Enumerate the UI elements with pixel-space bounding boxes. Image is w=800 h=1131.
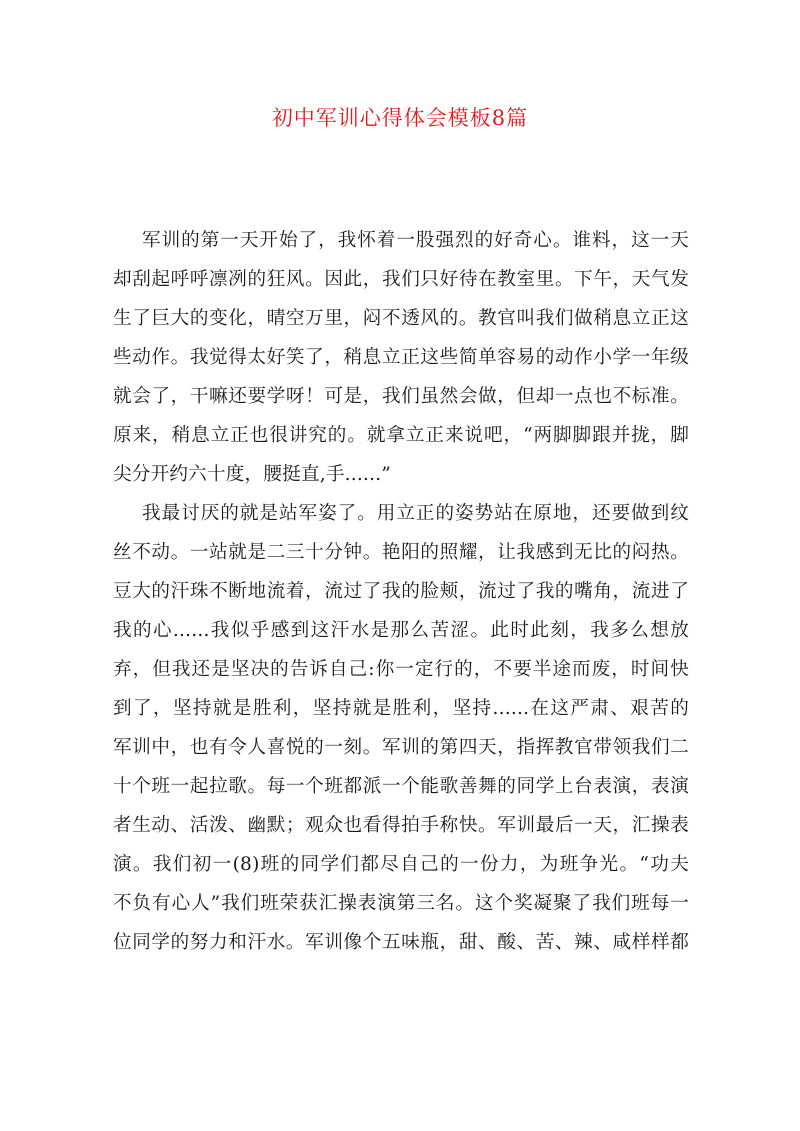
text-line: 却刮起呼呼凛冽的狂风。因此，我们只好待在教室里。下午，天气发 (113, 269, 689, 290)
text-line: 些动作。我觉得太好笑了，稍息立正这些简单容易的动作小学一年级 (113, 347, 689, 368)
text-line: 十个班一起拉歌。每一个班都派一个能歌善舞的同学上台表演，表演 (113, 776, 689, 797)
paragraph-2 (113, 499, 689, 967)
text-line: 原来，稍息立正也很讲究的。就拿立正来说吧，“两脚脚跟并拢，脚 (113, 425, 689, 446)
text-line: 者生动、活泼、幽默；观众也看得拍手称快。军训最后一天，汇操表 (113, 815, 689, 836)
text-line: 丝不动。一站就是二三十分钟。艳阳的照耀，让我感到无比的闷热。 (113, 542, 689, 563)
text-line: 我最讨厌的就是站军姿了。用立正的姿势站在原地，还要做到纹 (142, 503, 689, 524)
text-line: 军训的第一天开始了，我怀着一股强烈的好奇心。谁料，这一天 (142, 230, 689, 251)
text-line: 我的心......我似乎感到这汗水是那么苦涩。此时此刻，我多么想放 (113, 620, 689, 641)
text-line: 就会了，干嘛还要学呀！可是，我们虽然会做，但却一点也不标准。 (113, 386, 689, 407)
text-line: 豆大的汗珠不断地流着，流过了我的脸颊，流过了我的嘴角，流进了 (113, 581, 689, 602)
text-line: 位同学的努力和汗水。军训像个五味瓶，甜、酸、苦、辣、咸样样都 (113, 932, 689, 953)
text-line: 军训中，也有令人喜悦的一刻。军训的第四天，指挥教官带领我们二 (113, 737, 689, 758)
text-line: 尖分开约六十度，腰挺直,手......” (113, 464, 392, 485)
text-line: 生了巨大的变化，晴空万里，闷不透风的。教官叫我们做稍息立正这 (113, 308, 689, 329)
paragraph-1 (113, 226, 689, 499)
text-line: 弃，但我还是坚决的告诉自己:你一定行的，不要半途而废，时间快 (113, 659, 689, 680)
document-body (113, 226, 689, 967)
text-line: 不负有心人”我们班荣获汇操表演第三名。这个奖凝聚了我们班每一 (113, 893, 689, 914)
text-line: 到了，坚持就是胜利，坚持就是胜利，坚持......在这严肃、艰苦的 (113, 698, 689, 719)
document-title: 初中军训心得体会模板8篇 (271, 106, 529, 130)
text-line: 演。我们初一(8)班的同学们都尽自己的一份力，为班争光。“功夫 (113, 854, 689, 875)
